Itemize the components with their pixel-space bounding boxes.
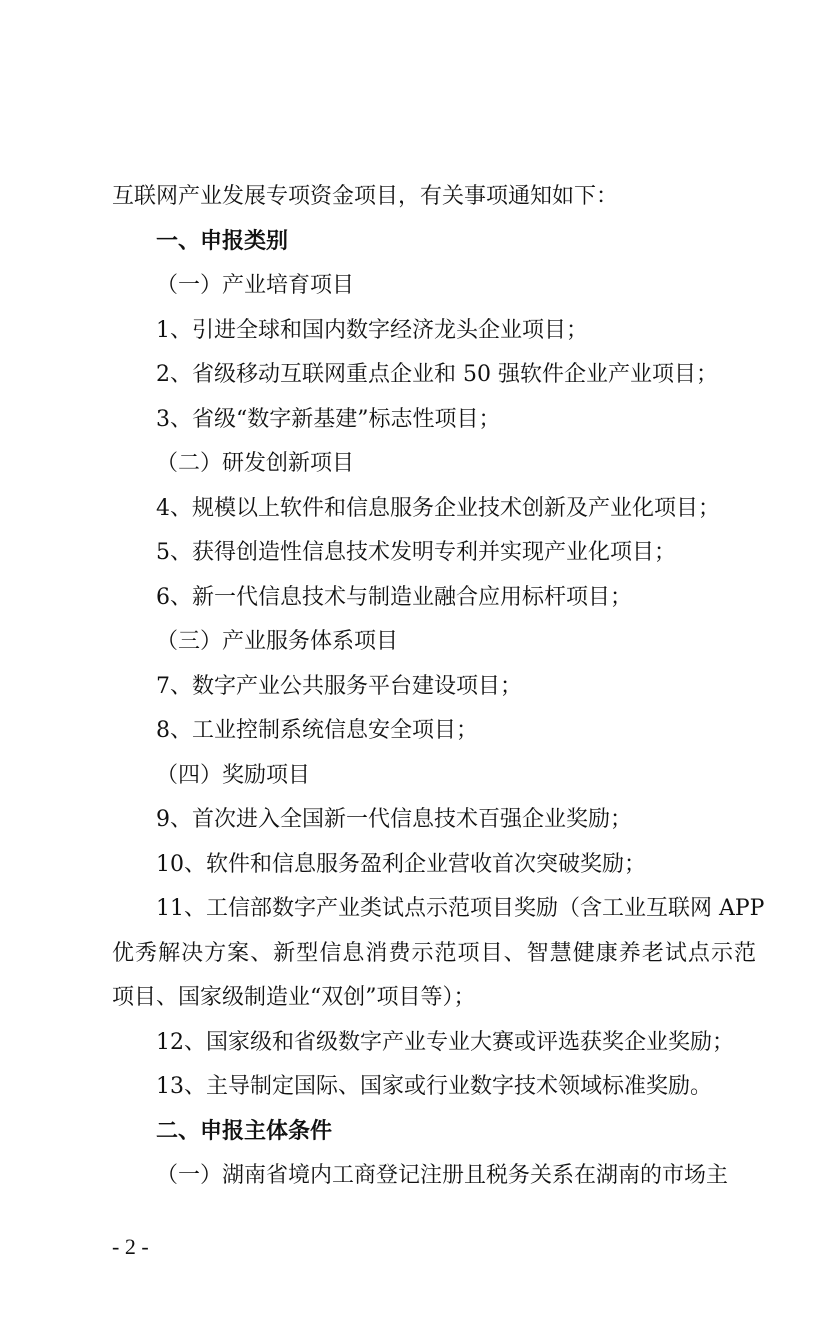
list-item: 6、新一代信息技术与制造业融合应用标杆项目；	[156, 584, 632, 610]
subsection-heading: （一）产业培育项目	[156, 273, 355, 298]
list-item: 12、国家级和省级数字产业专业大赛或评选获奖企业奖励；	[156, 1029, 734, 1055]
paragraph-line: 互联网产业发展专项资金项目，有关事项通知如下：	[112, 184, 619, 209]
list-item: 8、工业控制系统信息安全项目；	[156, 718, 478, 743]
document-body	[112, 175, 765, 1199]
section-heading: 二、申报主体条件	[156, 1118, 333, 1144]
list-item: 10、软件和信息服务盈利企业营收首次突破奖励；	[156, 851, 646, 877]
list-item: 11、工信部数字产业类试点示范项目奖励（含工业互联网 APP	[156, 896, 765, 921]
list-item: 5、获得创造性信息技术发明专利并实现产业化项目；	[156, 540, 676, 565]
list-item: 3、省级“数字新基建”标志性项目；	[156, 406, 501, 432]
paragraph-line: 优秀解决方案、新型信息消费示范项目、智慧健康养老试点示范	[112, 940, 756, 966]
subsection-heading: （一）湖南省境内工商登记注册且税务关系在湖南的市场主	[156, 1163, 729, 1188]
subsection-heading: （二）研发创新项目	[156, 451, 355, 476]
list-item: 7、数字产业公共服务平台建设项目；	[156, 673, 522, 699]
list-item: 1、引进全球和国内数字经济龙头企业项目；	[156, 317, 588, 343]
list-item: 13、主导制定国际、国家或行业数字技术领域标准奖励。	[156, 1074, 712, 1099]
subsection-heading: （四）奖励项目	[156, 762, 311, 788]
section-heading: 一、申报类别	[156, 228, 289, 254]
paragraph-line: 项目、国家级制造业“双创”项目等）；	[112, 985, 476, 1010]
list-item: 9、首次进入全国新一代信息技术百强企业奖励；	[156, 807, 632, 832]
list-item: 2、省级移动互联网重点企业和 50 强软件企业产业项目；	[156, 362, 718, 387]
list-item: 4、规模以上软件和信息服务企业技术创新及产业化项目；	[156, 495, 720, 521]
page-number: - 2 -	[112, 1234, 149, 1259]
subsection-heading: （三）产业服务体系项目	[156, 629, 399, 654]
